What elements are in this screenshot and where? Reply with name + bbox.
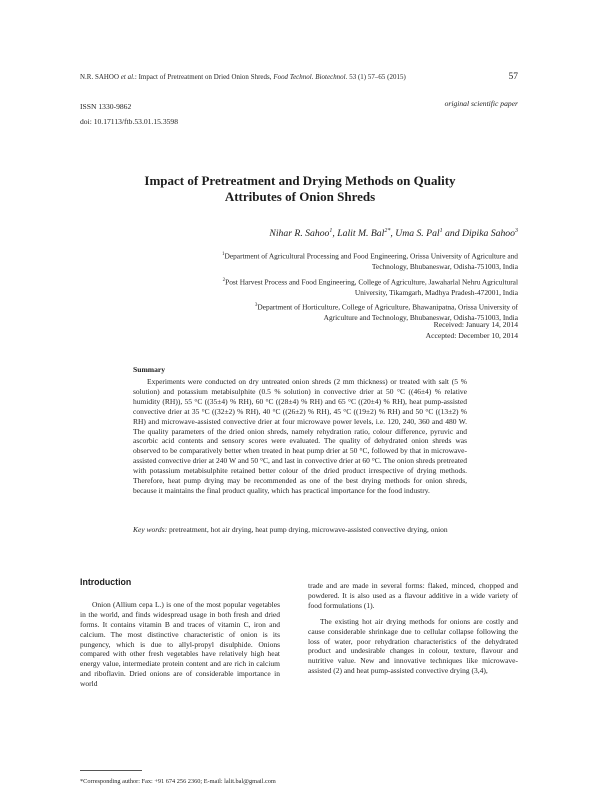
affiliation-2: $^2$Post Harvest Process and Food Engineering, College of Agriculture, Jawaharlal Nehru Agricultural University, Tikamgarh, Madhya Pradesh-472001, India [222, 277, 518, 297]
keywords: Key words: pretreatment, hot air drying, heat pump drying, microwave-assisted convective drying, onion [133, 525, 448, 534]
paragraph: Onion (Allium cepa L.) is one of the most popular vegetables in the world, and finds widespread usage in both fresh and dried forms. It contains vitamin B and traces of vitamin C, iron and calcium. The most distinctive characteristic of onion is its pungency, which is due to allyl-propyl disulphide. Onions compared with other fresh vegetables have relatively high heat energy value, intermediate protein content and are rich in calcium and riboflavin. Dried onions are of considerable importance in world [80, 599, 280, 689]
summary-text: Experiments were conducted on dry untreated onion shreds (2 mm thickness) or treated with salt (5 % solution) and potassium metabisulphite (0.5 % solution) in convective drier at 50 °C ((46±4) % relative humidity (RH)), 55 °C ((35±4) % RH), 60 °C ((28±4) % RH) and 65 °C ((20±4) % RH), heat pump-assisted convective drier at 35 °C ((32±2) % RH), 40 °C ((26±2) % RH), 45 °C ((19±2) % RH) and 50 °C ((13±2) % RH) and microwave-assisted convective drier at four microwave power levels, i.e. 120, 240, 360 and 480 W. The quality parameters of the dried onion shreds, namely rehydration ratio, colour difference, pyruvic and ascorbic acid contents and sensory scores were evaluated. The quality of dehydrated onion shreds was observed to be comparatively better when treated in heat pump drier at 50 °C, followed by that in microwave-assisted convective drier at 240 W and 50 °C, and last in convective drier at 60 °C. The onion shreds pretreated with potassium metabisulphite retained better colour of the dried product irrespective of drying methods. Therefore, heat pump drying may be recommended as one of the best drying methods for onion shreds, because it maintains the final product quality, which has practical importance for the food industry. [133, 377, 467, 495]
affiliation-1: $^1$Department of Agricultural Processing and Food Engineering, Orissa University of Agriculture and Technology, Bhubaneswar, Odisha-751003, India [221, 251, 518, 272]
received-date: Received: January 14, 2014 [433, 320, 518, 329]
paper-type: original scientific paper [444, 99, 518, 108]
affiliation-3: $^3$Department of Horticulture, College of Agriculture, Bhawanipatna, Orissa University of Agriculture and Technology, Bhubaneswar, Odisha-751003, India [254, 302, 518, 323]
summary-heading: Summary [133, 365, 166, 374]
body-column-left [80, 578, 280, 695]
accepted-date: Accepted: December 10, 2014 [425, 330, 518, 340]
article-dates [426, 320, 518, 341]
corresponding-author-footnote: *Corresponding author: Fax: +91 674 256 2360; E-mail: lalit.bal@gmail.com [80, 778, 276, 785]
paragraph: The existing hot air drying methods for onions are costly and cause considerable shrinkage due to cellular collapse following the loss of water, poor rehydration characteristics of the dehydrated product and undesirable changes in colour, texture, flavour and nutritive value. New and innovative techniques like microwave-assisted (2) and heat pump-assisted convective drying (3,4), [308, 616, 518, 676]
introduction-heading: Introduction [80, 577, 132, 587]
article-title: Impact of Pretreatment and Drying Methods on Quality Attributes of Onion Shreds [144, 173, 456, 204]
author-list: Nihar R. Sahoo$^1$, Lalit M. Bal$^{2*}$, Uma S. Pal$^1$ and Dipika Sahoo$^3$ [269, 228, 518, 240]
page-number: 57 [508, 72, 518, 82]
body-column-right [308, 581, 518, 682]
article-meta [80, 99, 178, 129]
footnote-divider [80, 770, 142, 771]
issn: ISSN 1330-9862 [80, 102, 132, 111]
paragraph: trade and are made in several forms: flaked, minced, chopped and powdered. It is also used as a flavour additive in a wide variety of food formulations (1). [308, 581, 518, 610]
doi: doi: 10.17113/ftb.53.01.15.3598 [80, 117, 179, 126]
running-header: N.R. SAHOO et al.: Impact of Pretreatment on Dried Onion Shreds, Food Technol. Biotechnol. 53 (1) 57–65 (2015) [80, 74, 406, 81]
affiliations [118, 250, 518, 327]
